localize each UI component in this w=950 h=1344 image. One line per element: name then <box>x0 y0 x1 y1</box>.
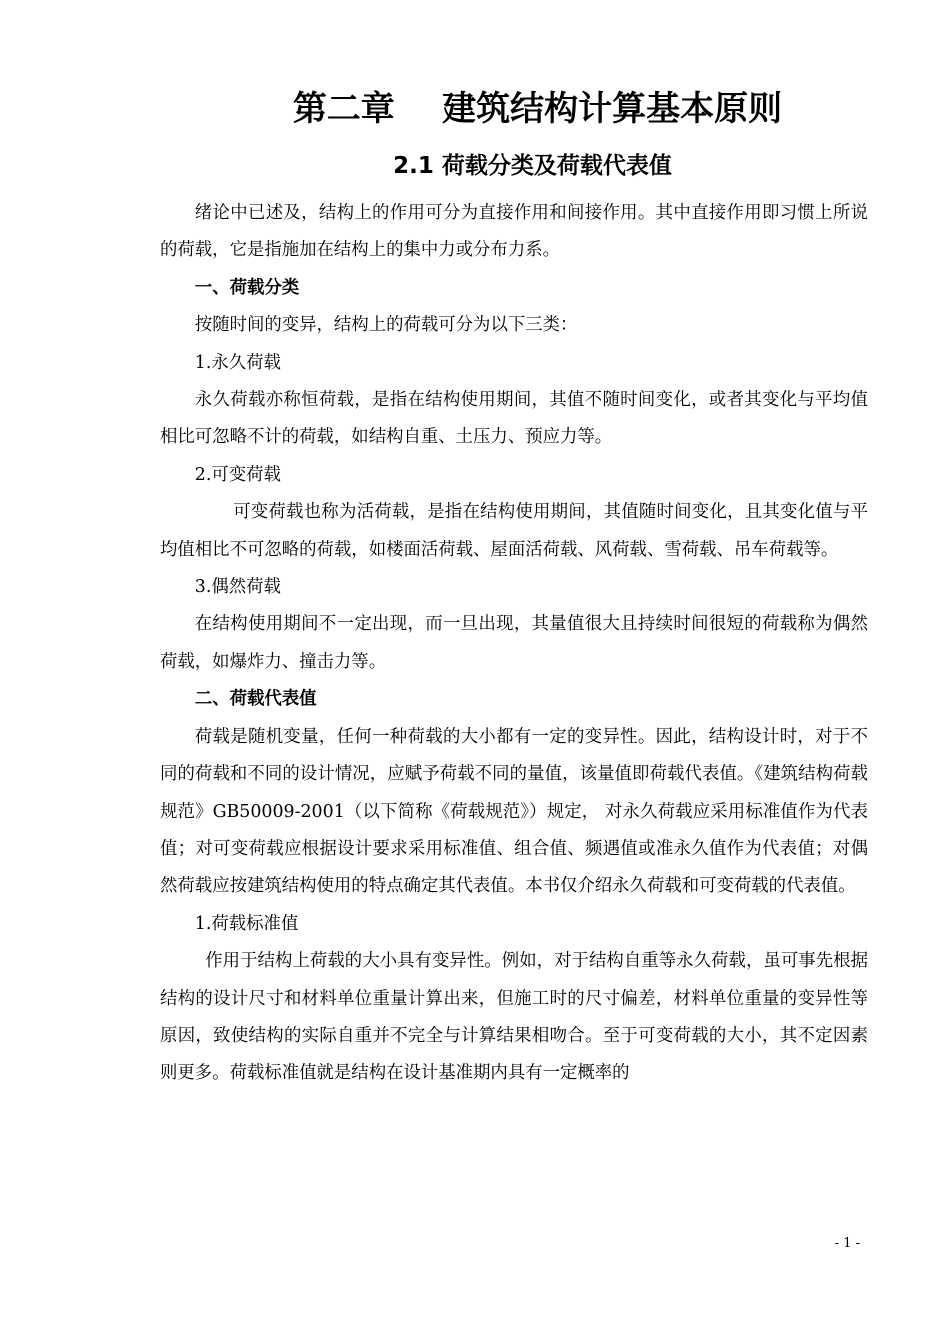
intro-paragraph: 绪论中已述及，结构上的作用可分为直接作用和间接作用。其中直接作用即习惯上所说的荷载，它是指施加在结构上的集中力或分布力系。 <box>160 203 868 261</box>
body-text <box>160 195 868 1093</box>
section-title: 2.1 荷载分类及荷载代表值 <box>393 153 672 179</box>
heading-load-classification: 一、荷载分类 <box>194 277 300 298</box>
subheading-permanent-load: 1.永久荷载 <box>194 352 281 373</box>
subheading-variable-load: 2.可变荷载 <box>194 464 281 485</box>
chapter-title: 第二章 建筑结构计算基本原则 <box>292 89 783 129</box>
accidental-load-paragraph: 在结构使用期间不一定出现，而一旦出现，其量值很大且持续时间很短的荷载称为偶然荷载，如爆炸力、撞击力等。 <box>160 614 868 672</box>
characteristic-value-paragraph: 作用于结构上荷载的大小具有变异性。例如，对于结构自重等永久荷载，虽可事先根据结构的设计尺寸和材料单位重量计算出来，但施工时的尺寸偏差，材料单位重量的变异性等原因，致使结构的实际自重并不完全与计算结果相吻合。至于可变荷载的大小，其不定因素则更多。荷载标准值就是结构在设计基准期内具有一定概率的 <box>160 951 868 1084</box>
page-number: - 1 - <box>834 1236 860 1251</box>
representative-values-paragraph: 荷载是随机变量，任何一种荷载的大小都有一定的变异性。因此，结构设计时，对于不同的荷载和不同的设计情况，应赋予荷载不同的量值，该量值即荷载代表值。《建筑结构荷载规范》GB50009-2001（以下简称《荷载规范》）规定， 对永久荷载应采用标准值作为代表值；对可变荷载应根据设计要求采用标准值、组合值、频遇值或准永久值作为代表值；对偶然荷载应按建筑结构使用的特点确定其代表值。本书仅介绍永久荷载和可变荷载的代表值。 <box>160 726 868 897</box>
permanent-load-paragraph: 永久荷载亦称恒荷载，是指在结构使用期间，其值不随时间变化，或者其变化与平均值相比可忽略不计的荷载，如结构自重、土压力、预应力等。 <box>160 390 868 448</box>
heading-representative-values: 二、荷载代表值 <box>194 689 317 710</box>
subheading-characteristic-value: 1.荷载标准值 <box>194 913 299 934</box>
variable-load-paragraph: 可变荷载也称为活荷载，是指在结构使用期间，其值随时间变化，且其变化值与平均值相比不可忽略的荷载，如楼面活荷载、屋面活荷载、风荷载、雪荷载、吊车荷载等。 <box>160 502 868 560</box>
subheading-accidental-load: 3.偶然荷载 <box>194 577 281 598</box>
classification-intro-paragraph: 按随时间的变异，结构上的荷载可分为以下三类： <box>194 315 578 336</box>
